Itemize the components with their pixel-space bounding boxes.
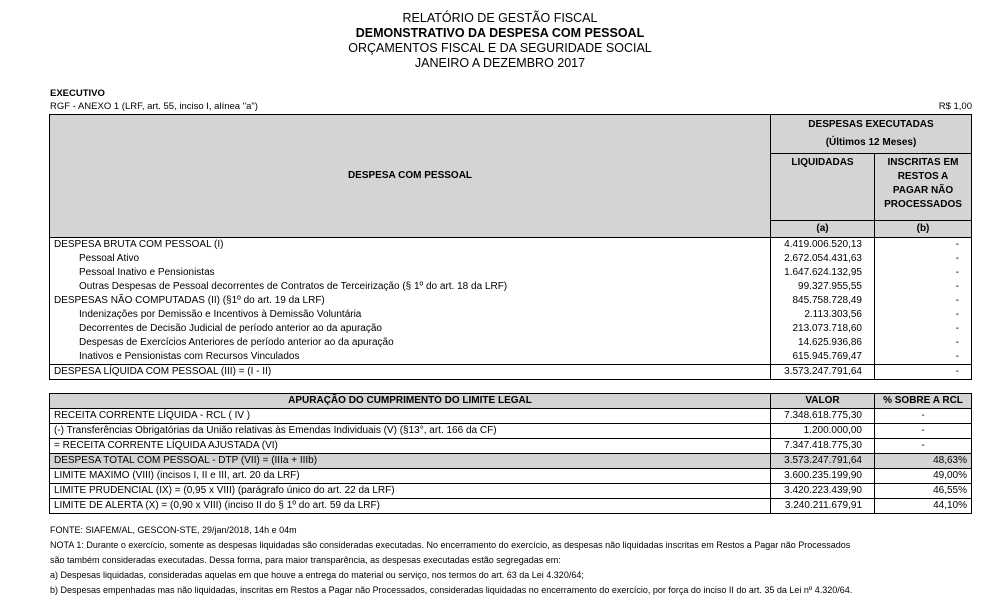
report-period: JANEIRO A DEZEMBRO 2017 <box>414 56 586 70</box>
column-header-restos: INSCRITAS EM RESTOS A PAGAR NÃO PROCESSADOS <box>875 154 972 221</box>
table-row <box>50 469 972 484</box>
report-subtitle: DEMONSTRATIVO DA DESPESA COM PESSOAL <box>355 26 645 40</box>
table-row <box>50 365 972 380</box>
table-row <box>50 238 972 253</box>
restos-value: - <box>875 266 972 280</box>
liquidadas-value: 99.327.955,55 <box>771 280 875 294</box>
restos-value: - <box>875 322 972 336</box>
row-label: DESPESAS NÃO COMPUTADAS (II) (§1º do art. 19 da LRF) <box>50 294 771 308</box>
legal-limit-table <box>49 393 972 514</box>
value-cell: 3.240.211.679,91 <box>771 499 875 514</box>
note-line-1: NOTA 1: Durante o exercício, somente as despesas liquidadas são consideradas executadas. No encerramento do exercício, as despesas não liquidadas inscritas em Restos a Pagar não Processados <box>50 540 851 550</box>
note-line-2: são também consideradas executadas. Dessa forma, para maior transparência, as despesas executadas estão segregadas em: <box>50 555 561 565</box>
restos-value: - <box>875 238 972 253</box>
restos-value: - <box>875 336 972 350</box>
liquidadas-value: 3.573.247.791,64 <box>771 365 875 380</box>
table-row <box>50 454 972 469</box>
value-cell: 1.200.000,00 <box>771 424 875 439</box>
row-label: LIMITE DE ALERTA (X) = (0,90 x VIII) (inciso II do § 1º do art. 59 da LRF) <box>50 499 771 514</box>
entity-label: EXECUTIVO <box>50 88 105 99</box>
pct-cell: 44,10% <box>875 499 972 514</box>
liquidadas-value: 615.945.769,47 <box>771 350 875 365</box>
table-row <box>50 252 972 266</box>
table-row <box>50 350 972 365</box>
table-row <box>50 336 972 350</box>
table-row <box>50 499 972 514</box>
column-header-expense: DESPESA COM PESSOAL <box>50 115 771 238</box>
value-cell: 3.420.223.439,90 <box>771 484 875 499</box>
liquidadas-value: 2.113.303,56 <box>771 308 875 322</box>
column-tag-a: (a) <box>771 221 875 238</box>
note-line-3: a) Despesas liquidadas, consideradas aquelas em que houve a entrega do material ou serviço, nos termos do art. 63 da Lei 4.320/64; <box>50 570 584 580</box>
liquidadas-value: 4.419.006.520,13 <box>771 238 875 253</box>
row-label: Outras Despesas de Pessoal decorrentes de Contratos de Terceirização (§ 1º do art. 18 da LRF) <box>50 280 771 294</box>
table-row <box>50 322 972 336</box>
row-label: LIMITE MAXIMO (VIII) (incisos I, II e III, art. 20 da LRF) <box>50 469 771 484</box>
row-label: = RECEITA CORRENTE LÍQUIDA AJUSTADA (VI) <box>50 439 771 454</box>
unit-label: R$ 1,00 <box>938 101 972 112</box>
column-tag-b: (b) <box>875 221 972 238</box>
value-cell: 3.573.247.791,64 <box>771 454 875 469</box>
table-row <box>50 439 972 454</box>
restos-value: - <box>875 294 972 308</box>
liquidadas-value: 2.672.054.431,63 <box>771 252 875 266</box>
report-title: RELATÓRIO DE GESTÃO FISCAL <box>402 11 598 25</box>
report-scope: ORÇAMENTOS FISCAL E DA SEGURIDADE SOCIAL <box>348 41 652 55</box>
table-row <box>50 308 972 322</box>
personnel-expense-table <box>49 114 972 380</box>
row-label: Indenizações por Demissão e Incentivos à Demissão Voluntária <box>50 308 771 322</box>
table-row <box>50 409 972 424</box>
row-label: DESPESA BRUTA COM PESSOAL (I) <box>50 238 771 253</box>
column-group-header <box>771 115 972 154</box>
column-header-valor: VALOR <box>771 394 875 409</box>
row-label: DESPESA TOTAL COM PESSOAL - DTP (VII) = (IIIa + IIIb) <box>50 454 771 469</box>
row-label: Pessoal Ativo <box>50 252 771 266</box>
liquidadas-value: 213.073.718,60 <box>771 322 875 336</box>
pct-cell: 49,00% <box>875 469 972 484</box>
table-row <box>50 484 972 499</box>
pct-cell: - <box>875 424 972 439</box>
value-cell: 7.347.418.775,30 <box>771 439 875 454</box>
source-note: FONTE: SIAFEM/AL, GESCON-STE, 29/jan/2018, 14h e 04m <box>50 525 297 535</box>
restos-value: - <box>875 280 972 294</box>
liquidadas-value: 1.647.624.132,95 <box>771 266 875 280</box>
table-row <box>50 266 972 280</box>
row-label: Inativos e Pensionistas com Recursos Vinculados <box>50 350 771 365</box>
annex-label: RGF - ANEXO 1 (LRF, art. 55, inciso I, alínea "a") <box>50 101 258 112</box>
column-header-apuracao: APURAÇÃO DO CUMPRIMENTO DO LIMITE LEGAL <box>50 394 771 409</box>
table-row <box>50 424 972 439</box>
liquidadas-value: 845.758.728,49 <box>771 294 875 308</box>
pct-cell: 48,63% <box>875 454 972 469</box>
row-label: LIMITE PRUDENCIAL (IX) = (0,95 x VIII) (parágrafo único do art. 22 da LRF) <box>50 484 771 499</box>
table-row <box>50 294 972 308</box>
row-label: (-) Transferências Obrigatórias da União relativas às Emendas Individuais (V) (§13°, art. 166 da CF) <box>50 424 771 439</box>
value-cell: 3.600.235.199,90 <box>771 469 875 484</box>
restos-value: - <box>875 308 972 322</box>
note-line-4: b) Despesas empenhadas mas não liquidadas, inscritas em Restos a Pagar não Processados, consideradas liquidadas no encerramento do exercício, por força do inciso II do art. 35 da Lei nº 4.320/64. <box>50 585 853 595</box>
row-label: Despesas de Exercícios Anteriores de período anterior ao da apuração <box>50 336 771 350</box>
column-header-pct: % SOBRE A RCL <box>875 394 972 409</box>
liquidadas-value: 14.625.936,86 <box>771 336 875 350</box>
row-label: Pessoal Inativo e Pensionistas <box>50 266 771 280</box>
row-label: DESPESA LÍQUIDA COM PESSOAL (III) = (I - II) <box>50 365 771 380</box>
table-row <box>50 280 972 294</box>
pct-cell: - <box>875 409 972 424</box>
restos-value: - <box>875 350 972 365</box>
value-cell: 7.348.618.775,30 <box>771 409 875 424</box>
restos-value: - <box>875 252 972 266</box>
column-header-liquidadas: LIQUIDADAS <box>771 154 875 221</box>
restos-value: - <box>875 365 972 380</box>
group-title: DESPESAS EXECUTADAS <box>808 119 934 130</box>
row-label: RECEITA CORRENTE LÍQUIDA - RCL ( IV ) <box>50 409 771 424</box>
group-subtitle: (Últimos 12 Meses) <box>825 137 917 148</box>
pct-cell: 46,55% <box>875 484 972 499</box>
row-label: Decorrentes de Decisão Judicial de período anterior ao da apuração <box>50 322 771 336</box>
pct-cell: - <box>875 439 972 454</box>
